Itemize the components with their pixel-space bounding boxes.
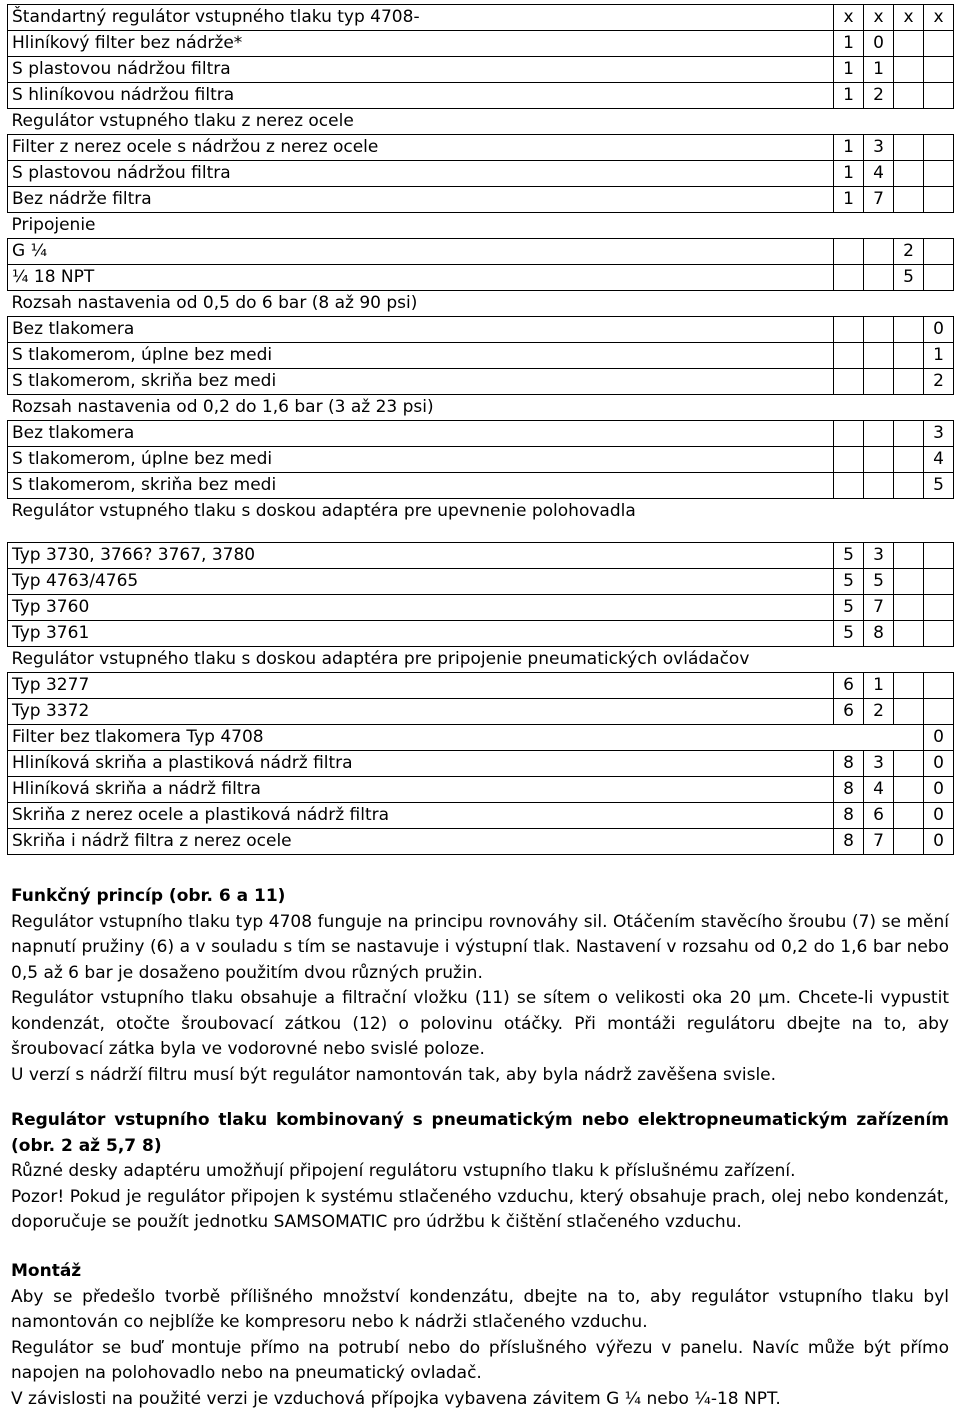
code-cell: 8	[834, 751, 864, 777]
code-cell: x	[834, 5, 864, 31]
code-cell: 0	[924, 751, 954, 777]
code-cell	[894, 543, 924, 569]
principle-heading: Funkčný princíp (obr. 6 a 11)	[11, 884, 949, 910]
code-cell	[894, 777, 924, 803]
code-cell	[924, 239, 954, 265]
code-cell: 4	[864, 161, 894, 187]
row-label: S tlakomerom, úplne bez medi	[8, 343, 834, 369]
principle-paragraph-3: U verzí s nádrží filtru musí být regulátor namontován tak, aby byla nádrž zavěšena svisle.	[11, 1063, 949, 1089]
code-cell: 0	[864, 31, 894, 57]
table-row	[8, 5, 954, 31]
code-cell: 1	[834, 57, 864, 83]
combined-device-section	[11, 1108, 949, 1236]
code-cell	[924, 543, 954, 569]
code-cell: 1	[834, 31, 864, 57]
code-cell: 2	[924, 369, 954, 395]
mounting-paragraph-1: Aby se předešlo tvorbě přílišného množství kondenzátu, dbejte na to, aby regulátor vstupního tlaku byl namontován co nejblíže ke kompresoru nebo k nádrži stlačeného vzduchu.	[11, 1285, 949, 1336]
code-cell: 5	[834, 621, 864, 647]
code-cell	[924, 161, 954, 187]
code-cell: 1	[864, 673, 894, 699]
row-label: S tlakomerom, skriňa bez medi	[8, 473, 834, 499]
table-section-row	[8, 647, 954, 673]
table-row	[8, 725, 954, 751]
code-cell: 2	[864, 699, 894, 725]
mounting-section	[11, 1259, 949, 1412]
row-label: Regulátor vstupného tlaku s doskou adaptéra pre pripojenie pneumatických ovládačov	[8, 647, 954, 673]
table-row	[8, 673, 954, 699]
code-cell: 6	[864, 803, 894, 829]
table-row	[8, 777, 954, 803]
table-row	[8, 317, 954, 343]
table-section-row	[8, 291, 954, 317]
code-cell: 0	[924, 777, 954, 803]
row-label: Rozsah nastavenia od 0,2 do 1,6 bar (3 až 23 psi)	[8, 395, 954, 421]
code-cell	[894, 135, 924, 161]
row-label: Bez tlakomera	[8, 421, 834, 447]
code-cell	[894, 803, 924, 829]
code-cell	[894, 31, 924, 57]
table-row	[8, 473, 954, 499]
code-cell	[924, 83, 954, 109]
mounting-paragraph-3: V závislosti na použité verzi je vzduchová přípojka vybavena závitem G ¼ nebo ¼-18 NPT.	[11, 1387, 949, 1412]
table-row	[8, 161, 954, 187]
code-cell	[924, 31, 954, 57]
row-label: ¼ 18 NPT	[8, 265, 834, 291]
row-label: Typ 4763/4765	[8, 569, 834, 595]
code-cell	[864, 317, 894, 343]
gap-cell	[8, 524, 954, 543]
code-cell: 3	[924, 421, 954, 447]
table-row	[8, 447, 954, 473]
table-section-row	[8, 109, 954, 135]
code-cell	[894, 187, 924, 213]
code-cell: 2	[894, 239, 924, 265]
code-cell	[894, 569, 924, 595]
row-label: Typ 3730, 3766? 3767, 3780	[8, 543, 834, 569]
code-cell: 1	[834, 83, 864, 109]
row-label: S hliníkovou nádržou filtra	[8, 83, 834, 109]
code-cell: 0	[924, 803, 954, 829]
code-cell	[924, 699, 954, 725]
row-label: Skriňa z nerez ocele a plastiková nádrž filtra	[8, 803, 834, 829]
row-label: Filter bez tlakomera Typ 4708	[8, 725, 924, 751]
table-row	[8, 595, 954, 621]
code-cell: 7	[864, 595, 894, 621]
code-cell	[894, 595, 924, 621]
code-cell	[834, 343, 864, 369]
code-cell	[864, 369, 894, 395]
code-cell: x	[864, 5, 894, 31]
code-cell	[924, 673, 954, 699]
code-cell	[894, 699, 924, 725]
table-row	[8, 135, 954, 161]
code-cell: 5	[894, 265, 924, 291]
table-gap-row	[8, 524, 954, 543]
code-cell	[924, 595, 954, 621]
code-cell	[894, 751, 924, 777]
code-cell	[894, 317, 924, 343]
row-label: Regulátor vstupného tlaku z nerez ocele	[8, 109, 954, 135]
table-row	[8, 265, 954, 291]
code-cell: 4	[864, 777, 894, 803]
code-cell	[924, 621, 954, 647]
table-row	[8, 31, 954, 57]
row-label: Hliníkový filter bez nádrže*	[8, 31, 834, 57]
code-cell	[924, 187, 954, 213]
code-cell	[834, 265, 864, 291]
row-label: Typ 3761	[8, 621, 834, 647]
code-cell: 4	[924, 447, 954, 473]
code-cell	[834, 473, 864, 499]
code-cell: 3	[864, 751, 894, 777]
code-cell	[894, 447, 924, 473]
row-label: Filter z nerez ocele s nádržou z nerez ocele	[8, 135, 834, 161]
table-row	[8, 421, 954, 447]
table-row	[8, 569, 954, 595]
code-cell: 0	[924, 725, 954, 751]
code-cell	[894, 343, 924, 369]
code-cell: 6	[834, 699, 864, 725]
row-label: Štandartný regulátor vstupného tlaku typ 4708-	[8, 5, 834, 31]
row-label: Bez nádrže filtra	[8, 187, 834, 213]
code-cell: 8	[834, 803, 864, 829]
code-cell: x	[894, 5, 924, 31]
code-cell: 5	[924, 473, 954, 499]
code-cell	[894, 161, 924, 187]
combined-paragraph-2: Pozor! Pokud je regulátor připojen k systému stlačeného vzduchu, který obsahuje prach, olej nebo kondenzát, doporučuje se použít jednotku SAMSOMATIC pro údržbu k čištění stlačeného vzduchu.	[11, 1185, 949, 1236]
code-cell: 3	[864, 135, 894, 161]
code-cell	[924, 569, 954, 595]
table-row	[8, 829, 954, 855]
code-cell	[894, 421, 924, 447]
combined-heading: Regulátor vstupního tlaku kombinovaný s pneumatickým nebo elektropneumatickým zařízením (obr. 2 až 5,7 8)	[11, 1108, 949, 1159]
row-label: G ¼	[8, 239, 834, 265]
code-cell	[864, 239, 894, 265]
table-row	[8, 621, 954, 647]
code-cell	[834, 239, 864, 265]
code-cell	[924, 135, 954, 161]
code-cell	[864, 421, 894, 447]
row-label: Typ 3372	[8, 699, 834, 725]
table-section-row	[8, 499, 954, 525]
row-label: Typ 3760	[8, 595, 834, 621]
code-cell	[864, 265, 894, 291]
code-cell	[834, 447, 864, 473]
table-section-row	[8, 213, 954, 239]
code-cell: 0	[924, 317, 954, 343]
principle-paragraph-2: Regulátor vstupního tlaku obsahuje a filtrační vložku (11) se sítem o velikosti oka 20 µm. Chcete-li vypustit kondenzát, otočte šroubovací zátkou (12) o polovinu otáčky. Při montáži regulátoru dbejte na to, aby šroubovací zátka byla ve vodorovné nebo svislé poloze.	[11, 986, 949, 1063]
row-label: S plastovou nádržou filtra	[8, 57, 834, 83]
code-cell: 2	[864, 83, 894, 109]
table-row	[8, 57, 954, 83]
principle-paragraph-1: Regulátor vstupního tlaku typ 4708 funguje na principu rovnováhy sil. Otáčením stavěcího šroubu (7) se mění napnutí pružiny (6) a v souladu s tím se nastavuje i výstupní tlak. Nastavení v rozsahu od 0,2 do 1,6 bar nebo 0,5 až 6 bar je dosaženo použitím dvou různých pružin.	[11, 910, 949, 987]
code-cell: 8	[834, 829, 864, 855]
code-cell: 1	[834, 135, 864, 161]
code-cell	[924, 265, 954, 291]
table-row	[8, 343, 954, 369]
code-cell: 5	[864, 569, 894, 595]
table-row	[8, 699, 954, 725]
code-cell: 5	[834, 543, 864, 569]
code-cell: 3	[864, 543, 894, 569]
table-row	[8, 543, 954, 569]
row-label: S plastovou nádržou filtra	[8, 161, 834, 187]
row-label: Hliníková skriňa a plastiková nádrž filtra	[8, 751, 834, 777]
code-cell	[894, 621, 924, 647]
table-row	[8, 239, 954, 265]
row-label: Regulátor vstupného tlaku s doskou adaptéra pre upevnenie polohovadla	[8, 499, 954, 525]
code-cell	[834, 421, 864, 447]
code-cell: 1	[864, 57, 894, 83]
combined-paragraph-1: Různé desky adaptéru umožňují připojení regulátoru vstupního tlaku k příslušnému zařízení.	[11, 1159, 949, 1185]
code-cell: 0	[924, 829, 954, 855]
code-cell: 1	[834, 161, 864, 187]
table-row	[8, 369, 954, 395]
code-cell	[894, 83, 924, 109]
mounting-heading: Montáž	[11, 1259, 949, 1285]
code-cell	[834, 317, 864, 343]
code-cell	[894, 369, 924, 395]
code-cell: 7	[864, 187, 894, 213]
code-cell: 5	[834, 569, 864, 595]
mounting-paragraph-2: Regulátor se buď montuje přímo na potrubí nebo do příslušného výřezu v panelu. Navíc může být přímo napojen na polohovadlo nebo na pneumatický ovladač.	[11, 1336, 949, 1387]
table-row	[8, 803, 954, 829]
row-label: Bez tlakomera	[8, 317, 834, 343]
code-cell	[834, 369, 864, 395]
order-code-table	[7, 4, 954, 855]
row-label: Typ 3277	[8, 673, 834, 699]
functional-principle-section	[11, 884, 949, 1088]
row-label: S tlakomerom, úplne bez medi	[8, 447, 834, 473]
code-cell	[894, 473, 924, 499]
row-label: Pripojenie	[8, 213, 954, 239]
code-cell	[864, 473, 894, 499]
code-cell	[894, 673, 924, 699]
row-label: Hliníková skriňa a nádrž filtra	[8, 777, 834, 803]
code-cell: x	[924, 5, 954, 31]
table-row	[8, 83, 954, 109]
code-cell	[894, 829, 924, 855]
code-cell	[894, 57, 924, 83]
code-cell: 1	[834, 187, 864, 213]
row-label: Rozsah nastavenia od 0,5 do 6 bar (8 až 90 psi)	[8, 291, 954, 317]
table-row	[8, 187, 954, 213]
code-cell	[864, 447, 894, 473]
row-label: S tlakomerom, skriňa bez medi	[8, 369, 834, 395]
code-cell: 5	[834, 595, 864, 621]
code-cell: 8	[864, 621, 894, 647]
table-row	[8, 751, 954, 777]
code-cell: 6	[834, 673, 864, 699]
code-cell: 8	[834, 777, 864, 803]
table-section-row	[8, 395, 954, 421]
code-cell: 1	[924, 343, 954, 369]
code-cell: 7	[864, 829, 894, 855]
code-cell	[864, 343, 894, 369]
row-label: Skriňa i nádrž filtra z nerez ocele	[8, 829, 834, 855]
code-cell	[924, 57, 954, 83]
